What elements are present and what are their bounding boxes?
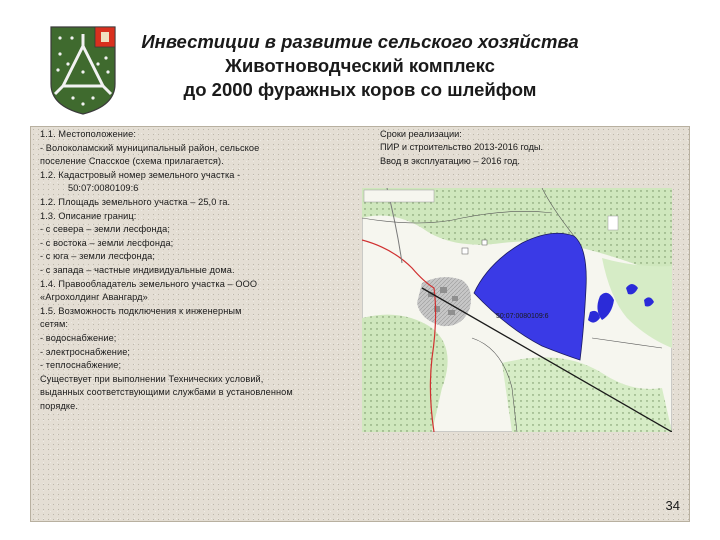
title-line-1: Инвестиции в развитие сельского хозяйства [141,31,579,52]
description-line: - с запада – частные индивидуальные дома. [40,264,235,275]
description-line: 1.2. Кадастровый номер земельного участка - [40,169,241,180]
schedule-line: Ввод в эксплуатацию – 2016 год. [380,155,520,166]
description-line: 1.4. Правообладатель земельного участка – ООО [40,278,258,289]
schedule-line: Сроки реализации: [380,129,462,139]
site-map-image [362,188,672,432]
description-line: 1.1. Местоположение: [40,129,137,139]
description-line: - с востока – земли лесфонда; [40,237,174,248]
site-map [362,188,672,432]
description-line: порядке. [40,400,79,411]
description-line: - Волоколамский муниципальный район, сельское [40,142,260,153]
coat-of-arms [48,24,118,116]
description-line: - с юга – земли лесфонда; [40,251,156,262]
title-line-3: до 2000 фуражных коров со шлейфом [183,79,537,100]
page-title [120,30,600,102]
description-line: Существует при выполнении Технических условий, [40,373,264,384]
description-line: - водоснабжение; [40,332,117,343]
schedule-line: ПИР и строительство 2013-2016 годы. [380,142,544,153]
description-line: выданных соответствующими службами в установленном [40,387,293,398]
title-line-2: Животноводческий комплекс [225,55,495,76]
description-line: - теплоснабжение; [40,360,122,371]
description-line: - с севера – земли лесфонда; [40,224,170,235]
plot-cadastral-label: 50:07:0080109:6 [496,313,549,320]
implementation-schedule [380,128,680,168]
project-description [40,128,340,413]
description-line: поселение Спасское (схема прилагается). [40,156,224,167]
description-line: «Агрохолдинг Авангард» [40,292,148,303]
coat-of-arms-icon [48,24,118,116]
description-line: 1.3. Описание границ: [40,210,137,221]
page-number: 34 [665,498,680,513]
description-line: 1.2. Площадь земельного участка – 25,0 га. [40,196,231,207]
cadastral-number: 50:07:0080109:6 [68,183,139,194]
description-line: 1.5. Возможность подключения к инженерным [40,305,242,316]
description-line: - электроснабжение; [40,346,131,357]
description-line: сетям: [40,319,69,330]
